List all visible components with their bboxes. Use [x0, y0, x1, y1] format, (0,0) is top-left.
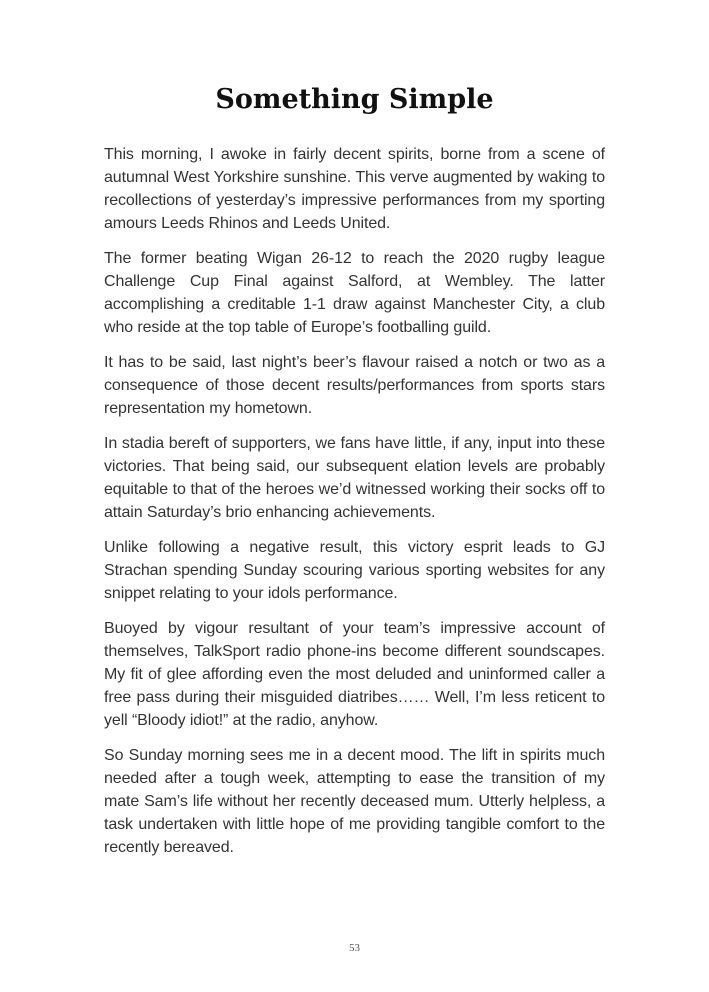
paragraph: So Sunday morning sees me in a decent mood. The lift in spirits much needed after a tough week, attempting to ease the transition of my mate Sam’s life without her recently deceased mum. Utterly helpless, a task undertaken with little hope of me providing tangible comfort to the recently bereaved.: [104, 747, 605, 856]
paragraph: Unlike following a negative result, this victory esprit leads to GJ Strachan spending Sunday scouring various sporting websites for any snippet relating to your idols performance.: [104, 539, 605, 602]
paragraph: In stadia bereft of supporters, we fans have little, if any, input into these victories. That being said, our subsequent elation levels are probably equitable to that of the heroes we’d witnessed working their socks off to attain Saturday’s brio enhancing achievements.: [104, 435, 605, 521]
paragraph: The former beating Wigan 26-12 to reach the 2020 rugby league Challenge Cup Final against Salford, at Wembley. The latter accomplishing a creditable 1-1 draw against Manchester City, a club who reside at the top table of Europe’s footballing guild.: [104, 250, 605, 336]
page-number: 53: [349, 942, 360, 954]
paragraph: Buoyed by vigour resultant of your team’s impressive account of themselves, TalkSport radio phone-ins become different soundscapes. My fit of glee affording even the most deluded and uninformed caller a free pass during their misguided diatribes…… Well, I’m less reticent to yell “Bloody idiot!” at the radio, anyhow.: [104, 620, 605, 729]
chapter-title: Something Simple: [215, 84, 494, 115]
paragraph: This morning, I awoke in fairly decent spirits, borne from a scene of autumnal West Yorkshire sunshine. This verve augmented by waking to recollections of yesterday’s impressive performances from my sporting amours Leeds Rhinos and Leeds United.: [104, 146, 605, 232]
paragraph: It has to be said, last night’s beer’s flavour raised a notch or two as a consequence of those decent results/performances from sports stars representation my hometown.: [104, 354, 605, 417]
body-text: [104, 143, 605, 871]
